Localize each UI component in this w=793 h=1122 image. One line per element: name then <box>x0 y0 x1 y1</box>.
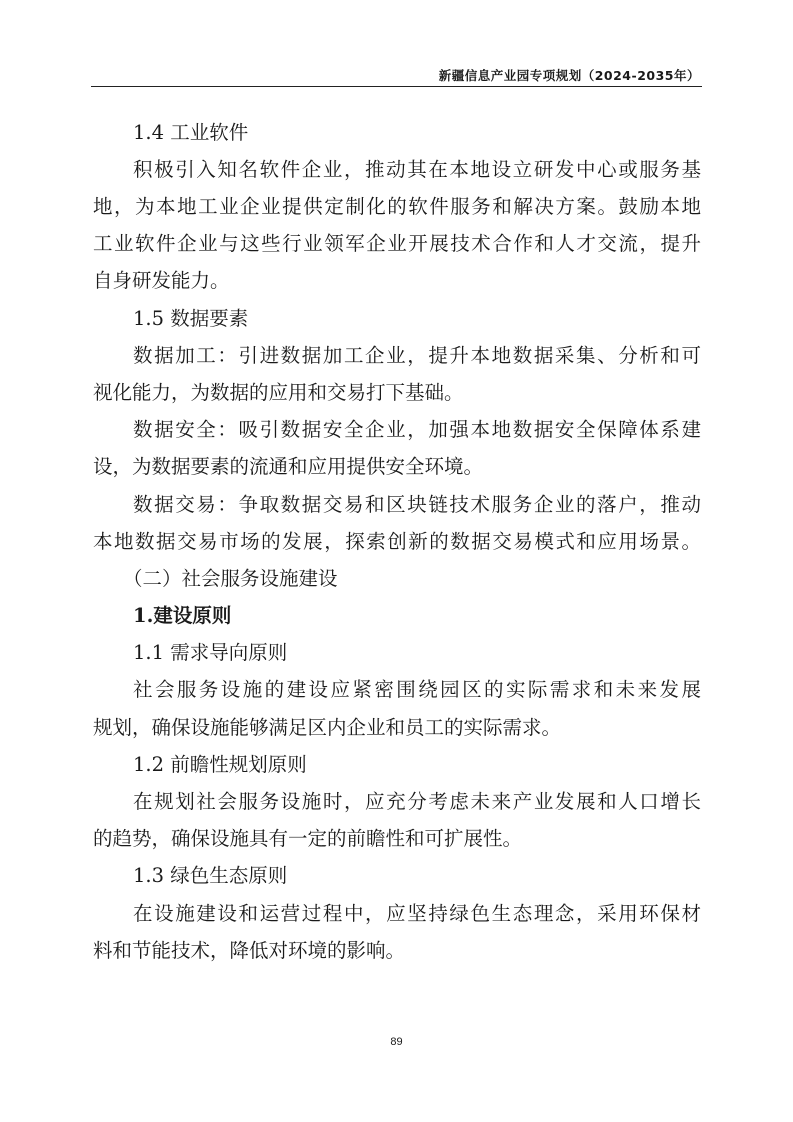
paragraph-line: 设，为数据要素的流通和应用提供安全环境。 <box>93 455 484 478</box>
paragraph-line: 数据安全：吸引数据安全企业，加强本地数据安全保障体系建 <box>133 418 701 441</box>
paragraph-line: 地，为本地工业企业提供定制化的软件服务和解决方案。鼓励本地 <box>93 195 701 218</box>
subsection-heading-data-elements: 1.5 数据要素 <box>133 307 249 330</box>
paragraph-line: 工业软件企业与这些行业领军企业开展技术合作和人才交流，提升 <box>93 232 701 255</box>
header-divider <box>91 86 702 87</box>
subsection-heading-demand-oriented: 1.1 需求导向原则 <box>133 641 288 664</box>
paragraph-line: 数据交易：争取数据交易和区块链技术服务企业的落户，推动 <box>133 493 701 516</box>
paragraph-line: 在设施建设和运营过程中，应坚持绿色生态理念，采用环保材 <box>133 902 701 925</box>
paragraph-line: 社会服务设施的建设应紧密围绕园区的实际需求和未来发展 <box>133 678 701 701</box>
paragraph-line: 积极引入知名软件企业，推动其在本地设立研发中心或服务基 <box>133 158 701 181</box>
paragraph-line: 数据加工：引进数据加工企业，提升本地数据采集、分析和可 <box>133 344 701 367</box>
paragraph-line: 视化能力，为数据的应用和交易打下基础。 <box>93 381 464 404</box>
subsection-heading-forward-looking: 1.2 前瞻性规划原则 <box>133 753 307 776</box>
heading-construction-principles: 1.建设原则 <box>133 604 232 627</box>
page-number: 89 <box>390 1036 403 1048</box>
paragraph-line: 在规划社会服务设施时，应充分考虑未来产业发展和人口增长 <box>133 790 701 813</box>
paragraph-line: 规划，确保设施能够满足区内企业和员工的实际需求。 <box>93 716 562 739</box>
running-header-title: 新疆信息产业园专项规划（2024-2035年） <box>438 68 700 83</box>
section-heading-social-services: （二）社会服务设施建设 <box>123 567 338 590</box>
paragraph-line: 本地数据交易市场的发展，探索创新的数据交易模式和应用场景。 <box>93 530 701 553</box>
paragraph-line: 的趋势，确保设施具有一定的前瞻性和可扩展性。 <box>93 827 523 850</box>
subsection-heading-industrial-software: 1.4 工业软件 <box>133 121 249 144</box>
paragraph-line: 料和节能技术，降低对环境的影响。 <box>93 939 406 962</box>
paragraph-line: 自身研发能力。 <box>93 269 230 292</box>
subsection-heading-green-ecology: 1.3 绿色生态原则 <box>133 864 288 887</box>
